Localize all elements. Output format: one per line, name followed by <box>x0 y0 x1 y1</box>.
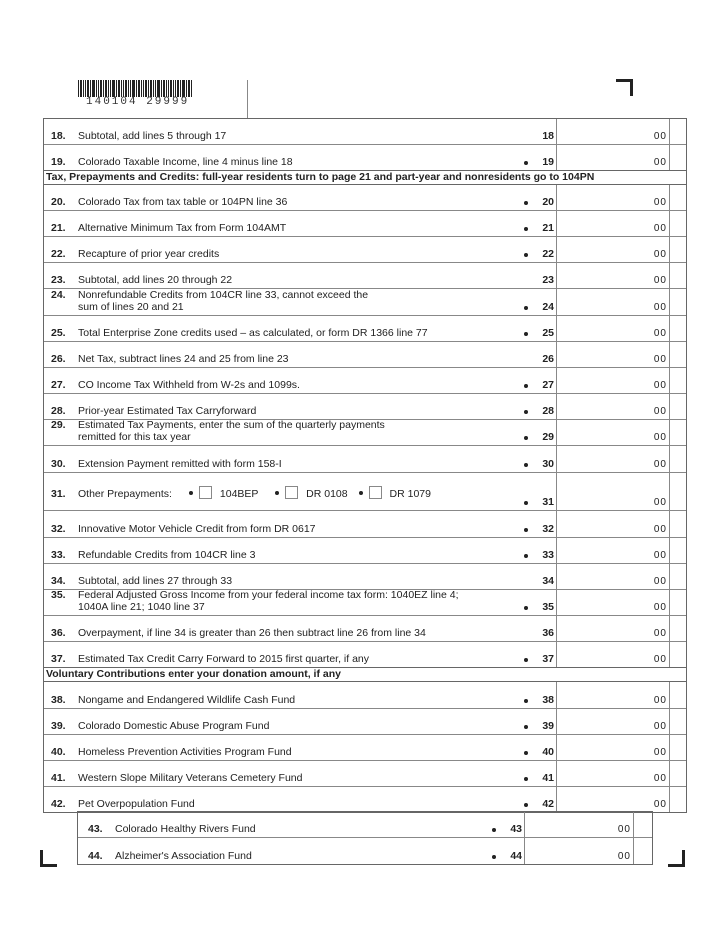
required-bullet-icon <box>524 725 528 729</box>
form-line-44: 44. Alzheimer's Association Fund 44 00 <box>78 838 652 864</box>
form-line-19: 19. Colorado Taxable Income, line 4 minus line 18 19 00 <box>44 145 686 171</box>
amount-field-31[interactable]: 00 <box>556 473 670 510</box>
form-line-25: 25. Total Enterprise Zone credits used – as calculated, or form DR 1366 line 77 25 00 <box>44 316 686 342</box>
form-line-39: 39. Colorado Domestic Abuse Program Fund 39 00 <box>44 709 686 735</box>
form-line-41: 41. Western Slope Military Veterans Cemetery Fund 41 00 <box>44 761 686 787</box>
section-header-tax: Tax, Prepayments and Credits: full-year residents turn to page 21 and part-year and nonresidents go to 104PN <box>44 171 686 185</box>
voluntary-contributions-subtable <box>77 811 653 865</box>
bullet-icon <box>189 491 193 495</box>
required-bullet-icon <box>492 828 496 832</box>
amount-field-29[interactable]: 00 <box>556 420 670 445</box>
form-line-23: 23. Subtotal, add lines 20 through 22 23 00 <box>44 263 686 289</box>
amount-field-23[interactable]: 00 <box>556 263 670 288</box>
registration-mark-bottom-left <box>40 850 57 867</box>
form-line-30: 30. Extension Payment remitted with form 158-I 30 00 <box>44 446 686 473</box>
form-line-22: 22. Recapture of prior year credits 22 00 <box>44 237 686 263</box>
required-bullet-icon <box>524 306 528 310</box>
form-line-36: 36. Overpayment, if line 34 is greater than 26 then subtract line 26 from line 34 36 00 <box>44 616 686 642</box>
amount-field-28[interactable]: 00 <box>556 394 670 419</box>
amount-field-24[interactable]: 00 <box>556 289 670 315</box>
checkbox-dr1079[interactable] <box>369 486 382 499</box>
barcode-number: 140104 29999 <box>86 96 190 108</box>
required-bullet-icon <box>524 751 528 755</box>
amount-field-36[interactable]: 00 <box>556 616 670 641</box>
required-bullet-icon <box>524 606 528 610</box>
bullet-icon <box>359 491 363 495</box>
amount-field-32[interactable]: 00 <box>556 511 670 537</box>
amount-field-25[interactable]: 00 <box>556 316 670 341</box>
required-bullet-icon <box>524 699 528 703</box>
registration-mark-top-right <box>616 79 633 96</box>
form-line-28: 28. Prior-year Estimated Tax Carryforward 28 00 <box>44 394 686 420</box>
registration-mark-bottom-right <box>668 850 685 867</box>
checkbox-104bep[interactable] <box>199 486 212 499</box>
amount-field-22[interactable]: 00 <box>556 237 670 262</box>
required-bullet-icon <box>524 463 528 467</box>
form-line-37: 37. Estimated Tax Credit Carry Forward to 2015 first quarter, if any 37 00 <box>44 642 686 668</box>
amount-field-26[interactable]: 00 <box>556 342 670 367</box>
required-bullet-icon <box>524 658 528 662</box>
form-line-34: 34. Subtotal, add lines 27 through 33 34 00 <box>44 564 686 590</box>
amount-field-33[interactable]: 00 <box>556 538 670 563</box>
amount-field-20[interactable]: 00 <box>556 185 670 210</box>
required-bullet-icon <box>524 332 528 336</box>
amount-field-44[interactable]: 00 <box>524 838 634 864</box>
amount-field-37[interactable]: 00 <box>556 642 670 667</box>
required-bullet-icon <box>524 803 528 807</box>
required-bullet-icon <box>524 554 528 558</box>
form-line-42: 42. Pet Overpopulation Fund 42 00 <box>44 787 686 813</box>
form-line-20: 20. Colorado Tax from tax table or 104PN line 36 20 00 <box>44 185 686 211</box>
amount-field-43[interactable]: 00 <box>524 812 634 837</box>
amount-field-38[interactable]: 00 <box>556 682 670 708</box>
amount-field-40[interactable]: 00 <box>556 735 670 760</box>
required-bullet-icon <box>524 528 528 532</box>
required-bullet-icon <box>524 201 528 205</box>
required-bullet-icon <box>524 384 528 388</box>
checkbox-dr0108[interactable] <box>285 486 298 499</box>
amount-field-18[interactable]: 00 <box>556 119 670 144</box>
amount-field-34[interactable]: 00 <box>556 564 670 589</box>
required-bullet-icon <box>524 161 528 165</box>
required-bullet-icon <box>492 855 496 859</box>
form-line-29: 29. Estimated Tax Payments, enter the sum of the quarterly payments remitted for this tax year 29 00 <box>44 420 686 446</box>
amount-field-19[interactable]: 00 <box>556 145 670 170</box>
form-line-21: 21. Alternative Minimum Tax from Form 104AMT 21 00 <box>44 211 686 237</box>
amount-field-39[interactable]: 00 <box>556 709 670 734</box>
line-number: 18 <box>542 130 554 142</box>
form-line-26: 26. Net Tax, subtract lines 24 and 25 from line 23 26 00 <box>44 342 686 368</box>
form-line-18: 18. Subtotal, add lines 5 through 17 18 00 <box>44 119 686 145</box>
form-line-40: 40. Homeless Prevention Activities Program Fund 40 00 <box>44 735 686 761</box>
required-bullet-icon <box>524 777 528 781</box>
section-header-voluntary: Voluntary Contributions enter your donation amount, if any <box>44 668 686 682</box>
form-line-33: 33. Refundable Credits from 104CR line 3 33 00 <box>44 538 686 564</box>
required-bullet-icon <box>524 227 528 231</box>
amount-field-41[interactable]: 00 <box>556 761 670 786</box>
required-bullet-icon <box>524 410 528 414</box>
form-line-35: 35. Federal Adjusted Gross Income from your federal income tax form: 1040EZ line 4; 1040A line 21; 1040 line 37 35 00 <box>44 590 686 616</box>
form-line-32: 32. Innovative Motor Vehicle Credit from form DR 0617 32 00 <box>44 511 686 538</box>
amount-field-42[interactable]: 00 <box>556 787 670 812</box>
form-line-27: 27. CO Income Tax Withheld from W-2s and 1099s. 27 00 <box>44 368 686 394</box>
form-line-24: 24. Nonrefundable Credits from 104CR line 33, cannot exceed the sum of lines 20 and 21 24 00 <box>44 289 686 316</box>
header-divider <box>247 80 248 118</box>
bullet-icon <box>275 491 279 495</box>
amount-field-30[interactable]: 00 <box>556 446 670 472</box>
tax-form-table <box>43 118 687 813</box>
required-bullet-icon <box>524 436 528 440</box>
form-line-43: 43. Colorado Healthy Rivers Fund 43 00 <box>78 812 652 838</box>
amount-field-35[interactable]: 00 <box>556 590 670 615</box>
required-bullet-icon <box>524 253 528 257</box>
form-line-38: 38. Nongame and Endangered Wildlife Cash Fund 38 00 <box>44 682 686 709</box>
barcode <box>78 80 218 97</box>
amount-field-27[interactable]: 00 <box>556 368 670 393</box>
form-line-31: 31. Other Prepayments: 104BEP DR 0108 DR 1079 31 00 <box>44 473 686 511</box>
amount-field-21[interactable]: 00 <box>556 211 670 236</box>
required-bullet-icon <box>524 501 528 505</box>
